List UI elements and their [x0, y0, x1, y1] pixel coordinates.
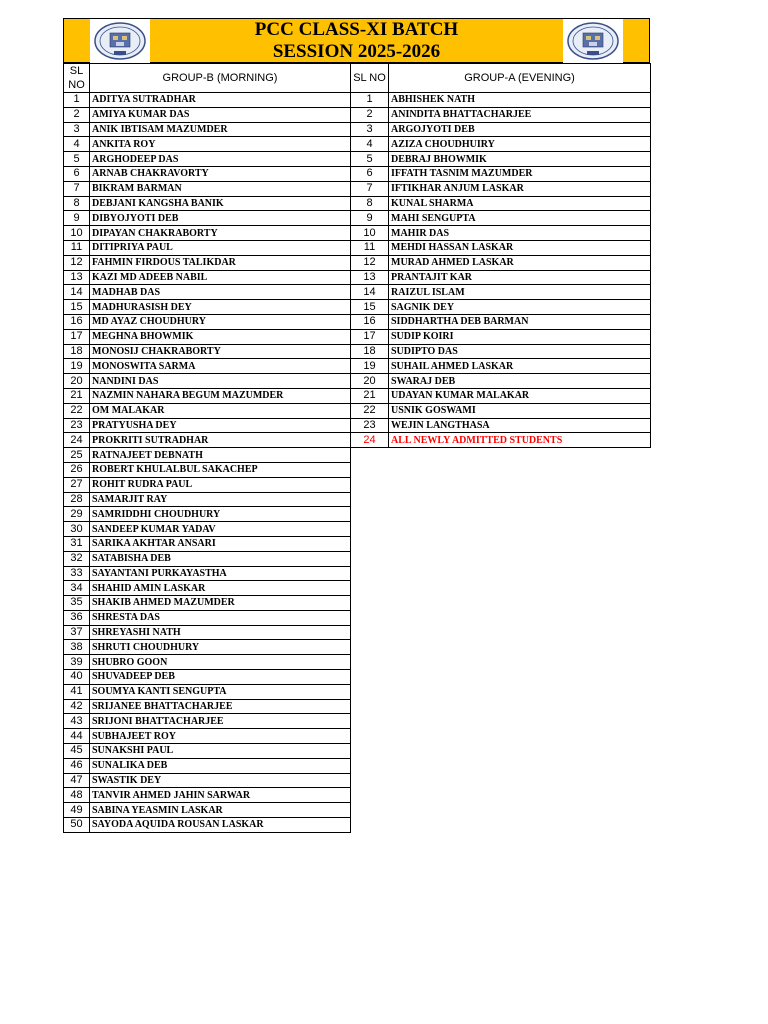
serial-number: 5: [351, 152, 389, 167]
table-row: [64, 566, 351, 581]
serial-number: 15: [64, 300, 90, 315]
table-row: [64, 803, 351, 818]
table-row: [64, 714, 351, 729]
logo-right: [563, 19, 623, 63]
serial-number: 50: [64, 818, 90, 833]
table-row: [351, 196, 651, 211]
serial-number: 17: [351, 329, 389, 344]
serial-number: 41: [64, 684, 90, 699]
table-row: [64, 403, 351, 418]
serial-number: 22: [351, 403, 389, 418]
student-name: DIBYOJYOTI DEB: [90, 211, 351, 226]
serial-number: 19: [64, 359, 90, 374]
student-name: RATNAJEET DEBNATH: [90, 448, 351, 463]
group-a-header-row: [351, 64, 651, 93]
table-row: [64, 359, 351, 374]
student-name: SWARAJ DEB: [389, 374, 651, 389]
serial-number: 2: [351, 107, 389, 122]
serial-number: 48: [64, 788, 90, 803]
serial-number: 37: [64, 625, 90, 640]
student-name: IFFATH TASNIM MAZUMDER: [389, 166, 651, 181]
serial-number: 1: [351, 93, 389, 108]
student-name: KUNAL SHARMA: [389, 196, 651, 211]
table-row: [351, 137, 651, 152]
table-row: [64, 596, 351, 611]
serial-number: 3: [64, 122, 90, 137]
table-row: [64, 329, 351, 344]
student-name: MONOSWITA SARMA: [90, 359, 351, 374]
student-name: SABINA YEASMIN LASKAR: [90, 803, 351, 818]
serial-number: 4: [351, 137, 389, 152]
serial-number: 39: [64, 655, 90, 670]
serial-number: 23: [351, 418, 389, 433]
table-row: [351, 240, 651, 255]
serial-number: 11: [351, 240, 389, 255]
table-row: [64, 122, 351, 137]
student-name: SAYANTANI PURKAYASTHA: [90, 566, 351, 581]
student-name: SUDIP KOIRI: [389, 329, 651, 344]
table-row: [351, 107, 651, 122]
student-name: SAYODA AQUIDA ROUSAN LASKAR: [90, 818, 351, 833]
student-name: SUHAIL AHMED LASKAR: [389, 359, 651, 374]
serial-number: 46: [64, 758, 90, 773]
table-row: [64, 300, 351, 315]
serial-number: 40: [64, 670, 90, 685]
table-row: [351, 270, 651, 285]
table-row: [351, 388, 651, 403]
table-row: [351, 152, 651, 167]
serial-number: 3: [351, 122, 389, 137]
serial-number: 26: [64, 462, 90, 477]
table-row: [64, 522, 351, 537]
student-name: PRANTAJIT KAR: [389, 270, 651, 285]
table-row: [64, 240, 351, 255]
student-name: ANIK IBTISAM MAZUMDER: [90, 122, 351, 137]
serial-number: 25: [64, 448, 90, 463]
serial-number: 12: [64, 255, 90, 270]
serial-number: 19: [351, 359, 389, 374]
table-row: [64, 196, 351, 211]
serial-number: 1: [64, 93, 90, 108]
table-row: [64, 462, 351, 477]
table-row: [64, 448, 351, 463]
serial-number: 43: [64, 714, 90, 729]
student-name: OM MALAKAR: [90, 403, 351, 418]
group-b-header-row: [64, 64, 351, 93]
student-name: DIPAYAN CHAKRABORTY: [90, 226, 351, 241]
student-name: ADITYA SUTRADHAR: [90, 93, 351, 108]
student-name: PROKRITI SUTRADHAR: [90, 433, 351, 448]
table-row: [64, 744, 351, 759]
table-row: [64, 699, 351, 714]
serial-number: 10: [64, 226, 90, 241]
table-row: [351, 344, 651, 359]
table-row: [64, 610, 351, 625]
table-row: [351, 226, 651, 241]
table-row: [64, 93, 351, 108]
serial-number: 13: [64, 270, 90, 285]
table-row: [64, 166, 351, 181]
group-b-name-header: GROUP-B (MORNING): [90, 64, 351, 93]
serial-number: 9: [64, 211, 90, 226]
serial-number: 15: [351, 300, 389, 315]
student-name: SOUMYA KANTI SENGUPTA: [90, 684, 351, 699]
group-a-name-header: GROUP-A (EVENING): [389, 64, 651, 93]
student-name: ALL NEWLY ADMITTED STUDENTS: [389, 433, 651, 448]
serial-number: 49: [64, 803, 90, 818]
serial-number: 13: [351, 270, 389, 285]
table-row: [64, 773, 351, 788]
table-row: [64, 211, 351, 226]
student-name: RAIZUL ISLAM: [389, 285, 651, 300]
student-name: SARIKA AKHTAR ANSARI: [90, 536, 351, 551]
serial-number: 6: [351, 166, 389, 181]
group-a-sl-header: SL NO: [351, 64, 389, 93]
table-row: [64, 507, 351, 522]
serial-number: 16: [64, 314, 90, 329]
student-name: FAHMIN FIRDOUS TALIKDAR: [90, 255, 351, 270]
table-row: [351, 93, 651, 108]
table-row: [64, 758, 351, 773]
student-name: MAHI SENGUPTA: [389, 211, 651, 226]
student-name: ANINDITA BHATTACHARJEE: [389, 107, 651, 122]
serial-number: 21: [351, 388, 389, 403]
table-row: [64, 492, 351, 507]
table-row: [351, 300, 651, 315]
table-row: [351, 166, 651, 181]
student-name: SRIJANEE BHATTACHARJEE: [90, 699, 351, 714]
serial-number: 9: [351, 211, 389, 226]
serial-number: 28: [64, 492, 90, 507]
table-row: [351, 329, 651, 344]
school-crest-icon: [566, 21, 620, 61]
table-row: [64, 255, 351, 270]
serial-number: 10: [351, 226, 389, 241]
table-row: [64, 655, 351, 670]
table-row: [64, 152, 351, 167]
serial-number: 12: [351, 255, 389, 270]
table-row: [64, 285, 351, 300]
student-name: AZIZA CHOUDHUIRY: [389, 137, 651, 152]
table-row: [351, 211, 651, 226]
table-row: [64, 418, 351, 433]
table-row: [64, 314, 351, 329]
table-row: [351, 314, 651, 329]
table-row: [64, 433, 351, 448]
serial-number: 24: [64, 433, 90, 448]
serial-number: 33: [64, 566, 90, 581]
student-name: MADHURASISH DEY: [90, 300, 351, 315]
serial-number: 18: [64, 344, 90, 359]
title-line-2: SESSION 2025-2026: [272, 41, 441, 62]
student-name: ABHISHEK NATH: [389, 93, 651, 108]
student-name: PRATYUSHA DEY: [90, 418, 351, 433]
student-name: DITIPRIYA PAUL: [90, 240, 351, 255]
student-name: MONOSIJ CHAKRABORTY: [90, 344, 351, 359]
serial-number: 38: [64, 640, 90, 655]
group-a-body: [351, 93, 651, 448]
student-name: SUNAKSHI PAUL: [90, 744, 351, 759]
student-name: SHREYASHI NATH: [90, 625, 351, 640]
serial-number: 44: [64, 729, 90, 744]
student-name: USNIK GOSWAMI: [389, 403, 651, 418]
serial-number: 14: [351, 285, 389, 300]
student-name: UDAYAN KUMAR MALAKAR: [389, 388, 651, 403]
serial-number: 42: [64, 699, 90, 714]
group-b-body: [64, 93, 351, 833]
student-name: SHUVADEEP DEB: [90, 670, 351, 685]
student-name: TANVIR AHMED JAHIN SARWAR: [90, 788, 351, 803]
table-row: [351, 433, 651, 448]
serial-number: 31: [64, 536, 90, 551]
serial-number: 24: [351, 433, 389, 448]
table-row: [64, 107, 351, 122]
serial-number: 34: [64, 581, 90, 596]
student-name: ARGOJYOTI DEB: [389, 122, 651, 137]
student-name: MURAD AHMED LASKAR: [389, 255, 651, 270]
serial-number: 8: [64, 196, 90, 211]
title-band: [63, 18, 650, 63]
student-name: IFTIKHAR ANJUM LASKAR: [389, 181, 651, 196]
student-name: BIKRAM BARMAN: [90, 181, 351, 196]
serial-number: 21: [64, 388, 90, 403]
serial-number: 4: [64, 137, 90, 152]
table-row: [64, 581, 351, 596]
student-name: NANDINI DAS: [90, 374, 351, 389]
student-name: DEBRAJ BHOWMIK: [389, 152, 651, 167]
student-name: SAGNIK DEY: [389, 300, 651, 315]
table-row: [64, 640, 351, 655]
group-a-table: [350, 63, 651, 448]
serial-number: 8: [351, 196, 389, 211]
table-row: [64, 684, 351, 699]
table-row: [64, 270, 351, 285]
student-name: ROBERT KHULALBUL SAKACHEP: [90, 462, 351, 477]
student-name: SHRUTI CHOUDHURY: [90, 640, 351, 655]
student-name: SHAKIB AHMED MAZUMDER: [90, 596, 351, 611]
table-row: [351, 181, 651, 196]
student-name: SWASTIK DEY: [90, 773, 351, 788]
table-row: [64, 536, 351, 551]
table-row: [64, 729, 351, 744]
table-row: [64, 625, 351, 640]
serial-number: 20: [64, 374, 90, 389]
student-name: SHRESTA DAS: [90, 610, 351, 625]
group-b-table: [63, 63, 351, 833]
serial-number: 5: [64, 152, 90, 167]
table-row: [64, 818, 351, 833]
student-name: MD AYAZ CHOUDHURY: [90, 314, 351, 329]
table-row: [351, 122, 651, 137]
serial-number: 22: [64, 403, 90, 418]
student-name: SUBHAJEET ROY: [90, 729, 351, 744]
serial-number: 14: [64, 285, 90, 300]
table-row: [351, 418, 651, 433]
student-name: SAMARJIT RAY: [90, 492, 351, 507]
serial-number: 29: [64, 507, 90, 522]
student-name: NAZMIN NAHARA BEGUM MAZUMDER: [90, 388, 351, 403]
table-row: [351, 374, 651, 389]
table-row: [64, 226, 351, 241]
serial-number: 23: [64, 418, 90, 433]
student-name: DEBJANI KANGSHA BANIK: [90, 196, 351, 211]
student-name: ARGHODEEP DAS: [90, 152, 351, 167]
title-line-1: PCC CLASS-XI BATCH: [254, 19, 459, 40]
student-name: ROHIT RUDRA PAUL: [90, 477, 351, 492]
student-name: SHAHID AMIN LASKAR: [90, 581, 351, 596]
student-name: MADHAB DAS: [90, 285, 351, 300]
student-name: SATABISHA DEB: [90, 551, 351, 566]
serial-number: 2: [64, 107, 90, 122]
table-row: [64, 344, 351, 359]
serial-number: 27: [64, 477, 90, 492]
table-row: [64, 181, 351, 196]
serial-number: 6: [64, 166, 90, 181]
table-row: [64, 788, 351, 803]
table-row: [64, 388, 351, 403]
group-b-sl-header: SL NO: [64, 64, 90, 93]
student-name: KAZI MD ADEEB NABIL: [90, 270, 351, 285]
serial-number: 7: [351, 181, 389, 196]
serial-number: 18: [351, 344, 389, 359]
student-name: ARNAB CHAKRAVORTY: [90, 166, 351, 181]
serial-number: 16: [351, 314, 389, 329]
student-name: SUNALIKA DEB: [90, 758, 351, 773]
student-name: MEGHNA BHOWMIK: [90, 329, 351, 344]
serial-number: 30: [64, 522, 90, 537]
table-row: [351, 359, 651, 374]
serial-number: 7: [64, 181, 90, 196]
student-name: AMIYA KUMAR DAS: [90, 107, 351, 122]
student-name: SRIJONI BHATTACHARJEE: [90, 714, 351, 729]
student-name: SIDDHARTHA DEB BARMAN: [389, 314, 651, 329]
table-row: [64, 477, 351, 492]
table-row: [351, 255, 651, 270]
table-row: [64, 374, 351, 389]
student-name: SAMRIDDHI CHOUDHURY: [90, 507, 351, 522]
serial-number: 11: [64, 240, 90, 255]
serial-number: 17: [64, 329, 90, 344]
table-row: [64, 137, 351, 152]
student-name: MAHIR DAS: [389, 226, 651, 241]
serial-number: 45: [64, 744, 90, 759]
serial-number: 35: [64, 596, 90, 611]
table-row: [64, 670, 351, 685]
student-name: ANKITA ROY: [90, 137, 351, 152]
student-name: WEJIN LANGTHASA: [389, 418, 651, 433]
student-name: SHUBRO GOON: [90, 655, 351, 670]
table-row: [64, 551, 351, 566]
serial-number: 47: [64, 773, 90, 788]
student-name: SUDIPTO DAS: [389, 344, 651, 359]
serial-number: 32: [64, 551, 90, 566]
table-row: [351, 403, 651, 418]
student-name: MEHDI HASSAN LASKAR: [389, 240, 651, 255]
student-name: SANDEEP KUMAR YADAV: [90, 522, 351, 537]
table-row: [351, 285, 651, 300]
serial-number: 36: [64, 610, 90, 625]
serial-number: 20: [351, 374, 389, 389]
